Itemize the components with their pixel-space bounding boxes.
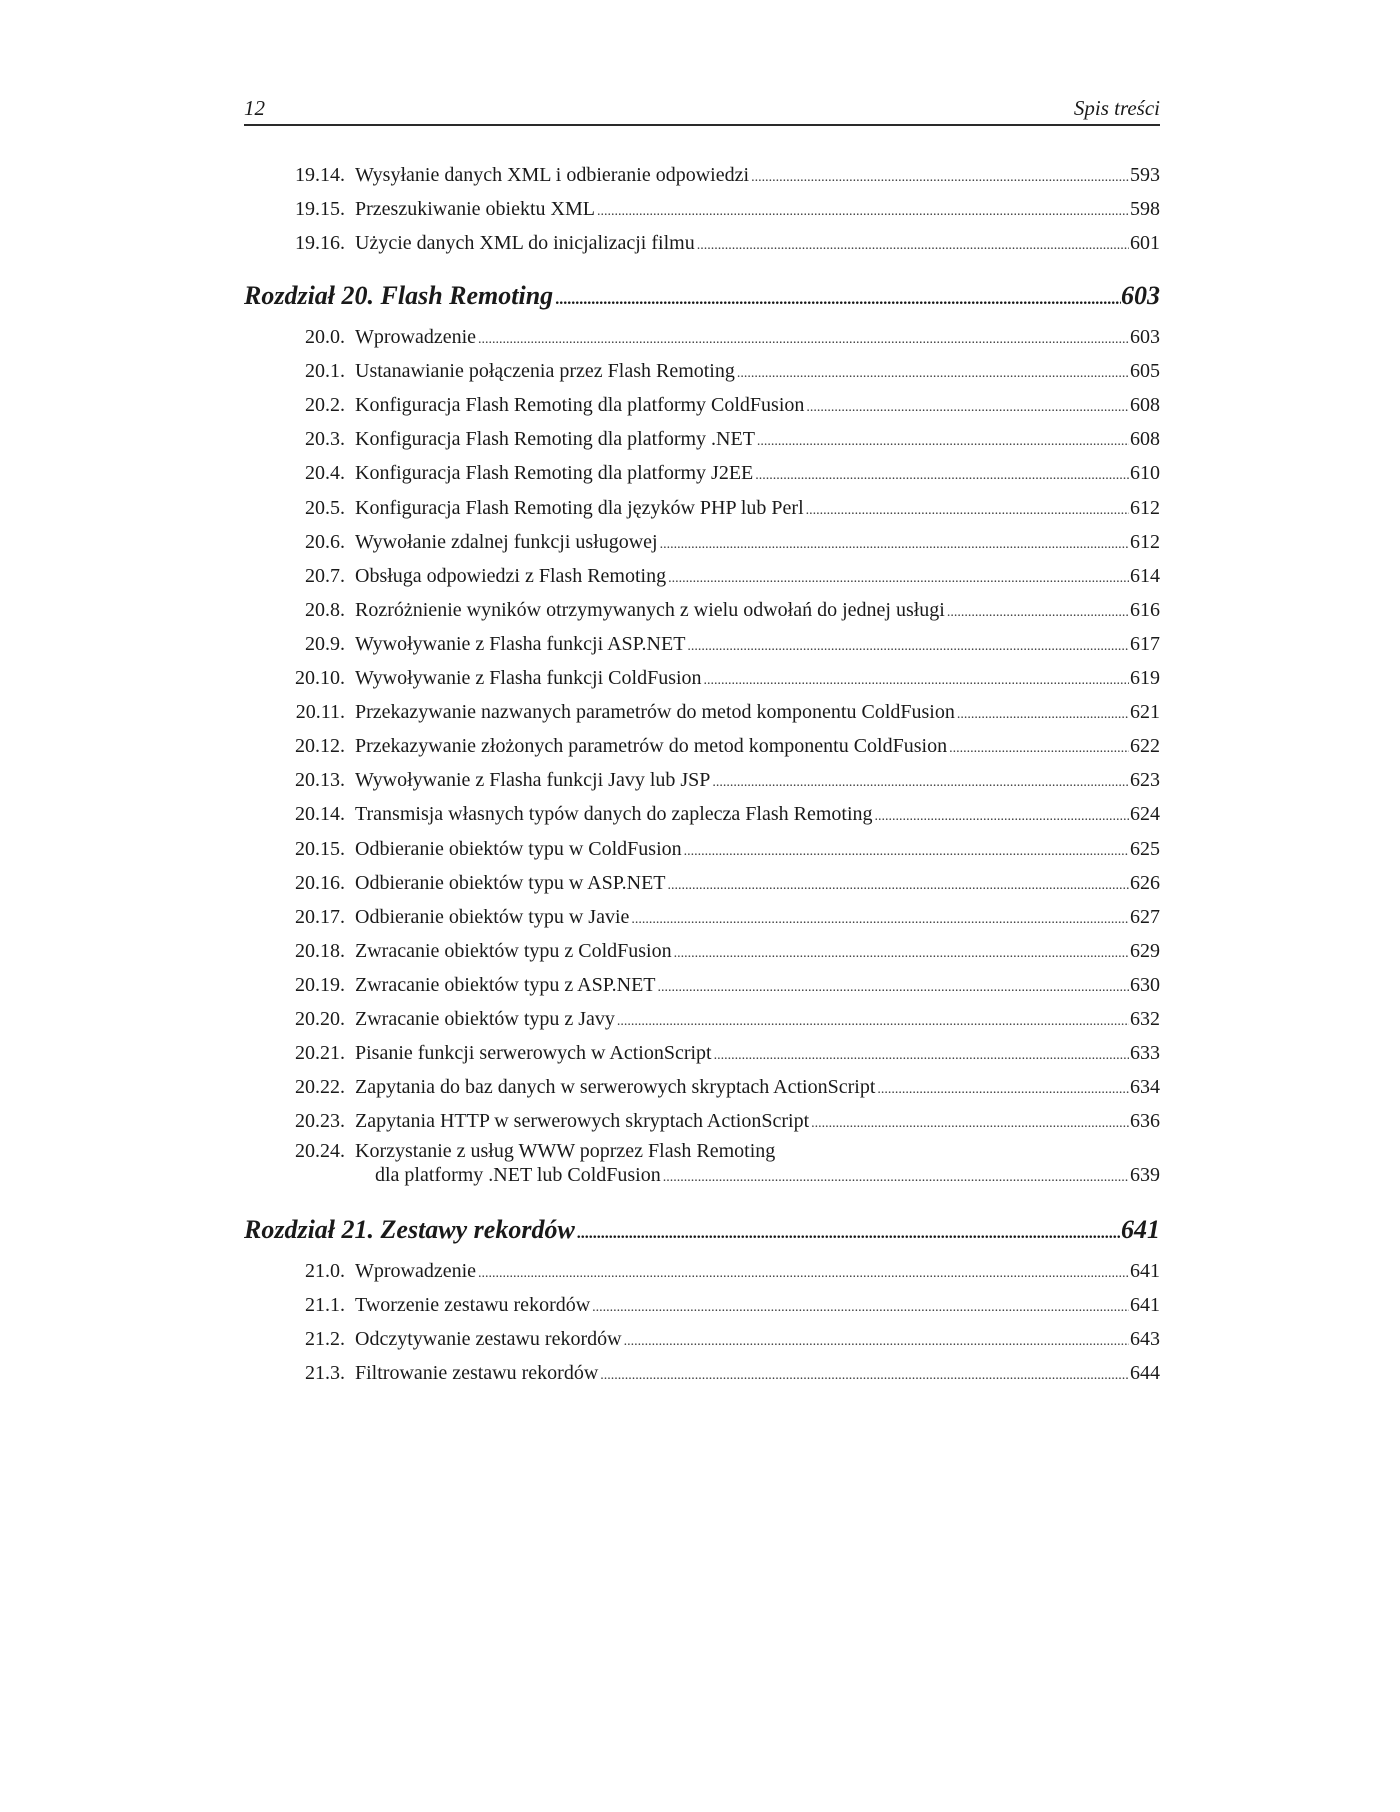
dot-leader: [684, 840, 1129, 864]
entry-title: Zwracanie obiektów typu z ASP.NET: [355, 973, 656, 996]
dot-leader: [555, 291, 1121, 309]
running-head: [244, 96, 1160, 126]
entry-page: 634: [1130, 1076, 1160, 1099]
toc-entry[interactable]: [244, 598, 1160, 622]
page-number: 12: [244, 96, 265, 120]
entry-page: 621: [1130, 701, 1160, 724]
entry-title: Zwracanie obiektów typu z Javy: [355, 1008, 615, 1030]
dot-leader: [751, 166, 1129, 190]
toc-entry[interactable]: [244, 700, 1160, 724]
running-head-title: Spis treści: [1073, 96, 1160, 120]
entry-number: 20.1.: [305, 360, 345, 383]
entry-number: 20.11.: [295, 701, 345, 724]
entry-page: 603: [1130, 326, 1160, 348]
toc-entry[interactable]: [244, 905, 1160, 929]
entry-page: 639: [1130, 1164, 1160, 1186]
entry-title: Zapytania HTTP w serwerowych skryptach ActionScript: [355, 1110, 810, 1133]
toc-entry[interactable]: [244, 393, 1160, 417]
dot-leader: [947, 601, 1129, 625]
chapter-heading[interactable]: [244, 281, 1160, 313]
toc-entry[interactable]: [244, 325, 1160, 349]
toc-entry[interactable]: [244, 1007, 1160, 1031]
entry-page: 605: [1130, 360, 1160, 383]
entry-title: Zwracanie obiektów typu z ColdFusion: [355, 939, 672, 962]
dot-leader: [668, 874, 1129, 898]
entry-title: Pisanie funkcji serwerowych w ActionScript: [355, 1042, 712, 1065]
toc-entry[interactable]: [244, 231, 1160, 255]
dot-leader: [624, 1330, 1129, 1354]
dot-leader: [697, 234, 1129, 258]
entry-title: Wywoływanie z Flasha funkcji ASP.NET: [355, 632, 686, 655]
entry-number: 20.15.: [295, 837, 345, 860]
entry-number: 20.3.: [305, 428, 345, 451]
toc-entry[interactable]: [244, 564, 1160, 588]
toc-entry[interactable]: [244, 1361, 1160, 1385]
toc-entry[interactable]: [244, 1109, 1160, 1133]
dot-leader: [714, 1044, 1129, 1068]
toc-entry[interactable]: [244, 197, 1160, 221]
dot-leader: [478, 328, 1129, 352]
entry-page: 633: [1130, 1042, 1160, 1065]
entry-page: 643: [1130, 1328, 1160, 1350]
toc-entry[interactable]: [244, 163, 1160, 187]
toc-entry[interactable]: [244, 871, 1160, 895]
entry-page: 608: [1130, 394, 1160, 417]
entry-number: 20.8.: [305, 598, 345, 621]
entry-title: Wywoływanie z Flasha funkcji Javy lub JSP: [355, 769, 711, 792]
toc-entry[interactable]: [244, 1327, 1160, 1351]
entry-title: Konfiguracja Flash Remoting dla języków PHP lub Perl: [355, 496, 804, 519]
toc-entry[interactable]: [244, 461, 1160, 485]
entry-title: Odbieranie obiektów typu w ASP.NET: [355, 871, 666, 894]
chapter-title: Rozdział 21. Zestawy rekordów: [244, 1215, 575, 1244]
dot-leader: [757, 430, 1129, 454]
toc-entry[interactable]: [244, 1293, 1160, 1317]
entry-title: Wywołanie zdalnej funkcji usługowej: [355, 530, 658, 553]
entry-page: 630: [1130, 973, 1160, 996]
chapter-title: Rozdział 20. Flash Remoting: [244, 281, 554, 310]
entry-number: 19.16.: [295, 232, 345, 254]
entry-title: Filtrowanie zestawu rekordów: [355, 1362, 599, 1384]
entry-number: 20.18.: [295, 939, 345, 962]
entry-number: 20.23.: [295, 1110, 345, 1133]
entry-title: Przekazywanie złożonych parametrów do metod komponentu ColdFusion: [355, 735, 948, 758]
dot-leader: [875, 805, 1130, 829]
entry-number: 20.14.: [295, 803, 345, 826]
entry-number: 21.0.: [305, 1260, 345, 1282]
dot-leader: [478, 1262, 1129, 1286]
entry-page: 616: [1130, 598, 1160, 621]
entry-title: Przeszukiwanie obiektu XML: [355, 198, 595, 220]
entry-title: Ustanawianie połączenia przez Flash Remoting: [355, 360, 735, 383]
dot-leader: [755, 464, 1129, 488]
entry-number: 20.22.: [295, 1076, 345, 1099]
entry-title: Wywoływanie z Flasha funkcji ColdFusion: [355, 667, 702, 689]
dot-leader: [687, 635, 1129, 659]
dot-leader: [668, 567, 1129, 591]
entry-number: 20.19.: [295, 973, 345, 996]
toc-entry[interactable]: [244, 734, 1160, 758]
dot-leader: [949, 737, 1129, 761]
entry-number: 20.24.: [295, 1140, 345, 1162]
toc-entry[interactable]: [244, 1139, 1160, 1187]
dot-leader: [806, 396, 1129, 420]
entry-page: 601: [1130, 232, 1160, 254]
entry-number: 20.21.: [295, 1042, 345, 1065]
dot-leader: [597, 200, 1129, 224]
entry-title: Konfiguracja Flash Remoting dla platformy J2EE: [355, 462, 754, 485]
dot-leader: [592, 1296, 1129, 1320]
entry-page: 626: [1130, 871, 1160, 894]
dot-leader: [600, 1364, 1129, 1388]
toc-entry[interactable]: [244, 1041, 1160, 1065]
toc-entry[interactable]: [244, 632, 1160, 656]
entry-title: Odbieranie obiektów typu w Javie: [355, 905, 630, 928]
entry-page: 625: [1130, 837, 1160, 860]
entry-number: 19.14.: [295, 164, 345, 186]
dot-leader: [577, 1225, 1121, 1243]
entry-title: Wprowadzenie: [355, 1260, 477, 1282]
entry-page: 636: [1130, 1110, 1160, 1133]
entry-title: Wprowadzenie: [355, 326, 477, 348]
entry-title-line2: dla platformy .NET lub ColdFusion: [375, 1164, 661, 1186]
toc-entry[interactable]: [244, 837, 1160, 861]
entry-page: 641: [1130, 1260, 1160, 1282]
entry-page: 622: [1130, 735, 1160, 758]
entry-number: 21.1.: [305, 1294, 345, 1316]
entry-page: 614: [1130, 564, 1160, 587]
entry-number: 20.6.: [305, 530, 345, 553]
entry-page: 610: [1130, 462, 1160, 485]
entry-page: 612: [1130, 530, 1160, 553]
entry-page: 629: [1130, 939, 1160, 962]
chapter-page: 603: [1121, 281, 1160, 310]
entry-page: 608: [1130, 428, 1160, 451]
entry-page: 612: [1130, 496, 1160, 519]
entry-page: 624: [1130, 803, 1160, 826]
dot-leader: [631, 908, 1129, 932]
entry-number: 20.16.: [295, 871, 345, 894]
dot-leader: [660, 533, 1129, 557]
toc-entry[interactable]: [244, 802, 1160, 826]
entry-title: Konfiguracja Flash Remoting dla platformy .NET: [355, 428, 755, 451]
entry-page: 623: [1130, 769, 1160, 792]
dot-leader: [957, 703, 1129, 727]
entry-title: Tworzenie zestawu rekordów: [355, 1294, 591, 1316]
chapter-page: 641: [1121, 1215, 1160, 1244]
dot-leader: [663, 1166, 1129, 1190]
entry-number: 20.4.: [305, 462, 345, 485]
dot-leader: [704, 669, 1129, 693]
entry-title-line1: Korzystanie z usług WWW poprzez Flash Remoting: [355, 1140, 776, 1162]
entry-title: Przekazywanie nazwanych parametrów do metod komponentu ColdFusion: [355, 701, 955, 724]
entry-page: 617: [1130, 632, 1160, 655]
toc-entry[interactable]: [244, 939, 1160, 963]
entry-title: Konfiguracja Flash Remoting dla platformy ColdFusion: [355, 394, 805, 417]
dot-leader: [658, 976, 1130, 1000]
toc-entry[interactable]: [244, 768, 1160, 792]
entry-title: Użycie danych XML do inicjalizacji filmu: [355, 232, 695, 254]
entry-number: 20.9.: [305, 632, 345, 655]
entry-number: 20.2.: [305, 394, 345, 417]
dot-leader: [737, 362, 1129, 386]
entry-title: Transmisja własnych typów danych do zaplecza Flash Remoting: [355, 803, 873, 826]
entry-page: 619: [1130, 667, 1160, 689]
entry-page: 641: [1130, 1294, 1160, 1316]
toc-entry[interactable]: [244, 530, 1160, 554]
entry-number: 21.2.: [305, 1328, 345, 1350]
dot-leader: [811, 1112, 1129, 1136]
toc-entry[interactable]: [244, 496, 1160, 520]
entry-number: 19.15.: [295, 198, 345, 220]
dot-leader: [806, 499, 1129, 523]
chapter-heading[interactable]: [244, 1215, 1160, 1247]
entry-title: Zapytania do baz danych w serwerowych skryptach ActionScript: [355, 1076, 876, 1099]
toc-entry[interactable]: [244, 359, 1160, 383]
dot-leader: [877, 1078, 1129, 1102]
dot-leader: [617, 1010, 1129, 1034]
dot-leader: [712, 771, 1129, 795]
entry-number: 20.10.: [295, 667, 345, 689]
entry-page: 632: [1130, 1008, 1160, 1030]
toc-entry[interactable]: [244, 1259, 1160, 1283]
toc-entry[interactable]: [244, 973, 1160, 997]
toc-entry[interactable]: [244, 1075, 1160, 1099]
toc-entry[interactable]: [244, 427, 1160, 451]
entry-number: 20.5.: [305, 496, 345, 519]
entry-title: Odczytywanie zestawu rekordów: [355, 1328, 622, 1350]
entry-number: 20.20.: [295, 1008, 345, 1030]
toc-entry[interactable]: [244, 666, 1160, 690]
entry-number: 20.0.: [305, 326, 345, 348]
entry-number: 21.3.: [305, 1362, 345, 1384]
entry-title: Wysyłanie danych XML i odbieranie odpowiedzi: [355, 164, 750, 186]
entry-page: 598: [1130, 198, 1160, 220]
entry-title: Rozróżnienie wyników otrzymywanych z wielu odwołań do jednej usługi: [355, 598, 945, 621]
entry-title: Obsługa odpowiedzi z Flash Remoting: [355, 564, 667, 587]
entry-number: 20.13.: [295, 769, 345, 792]
entry-page: 627: [1130, 905, 1160, 928]
entry-page: 593: [1130, 164, 1160, 186]
entry-number: 20.7.: [305, 564, 345, 587]
dot-leader: [674, 942, 1129, 966]
entry-number: 20.12.: [295, 735, 345, 758]
entry-page: 644: [1130, 1362, 1160, 1384]
entry-number: 20.17.: [295, 905, 345, 928]
entry-title: Odbieranie obiektów typu w ColdFusion: [355, 837, 682, 860]
